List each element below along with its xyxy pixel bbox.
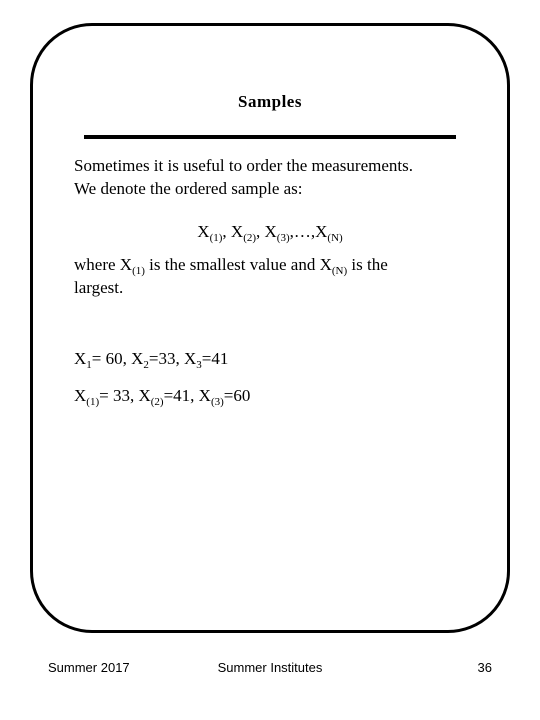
- example-text: = 33, X: [99, 386, 151, 405]
- notation-subscript: (N): [327, 232, 343, 244]
- footer-organization: Summer Institutes: [217, 660, 323, 675]
- example-ordered-values: [74, 384, 250, 407]
- where-line-1: [74, 253, 388, 276]
- notation-subscript: (2): [243, 232, 257, 244]
- notation-text: X: [197, 222, 210, 241]
- example-text: =41: [201, 349, 229, 368]
- example-raw-values: [74, 347, 228, 370]
- where-subscript: (N): [331, 265, 348, 277]
- example-subscript: (2): [150, 396, 164, 408]
- notation-text: , X: [256, 222, 277, 241]
- where-text: is the: [347, 255, 388, 274]
- where-subscript: (1): [132, 265, 145, 277]
- example-text: =60: [223, 386, 251, 405]
- slide-frame: [30, 23, 510, 633]
- footer-date: Summer 2017: [48, 660, 130, 675]
- notation-text: , X: [222, 222, 244, 241]
- intro-line-1: Sometimes it is useful to order the measurements.: [74, 156, 413, 175]
- intro-paragraph: [74, 154, 413, 200]
- where-text: is the smallest value and X: [144, 255, 332, 274]
- example-text: = 60, X: [91, 349, 144, 368]
- ordered-sample-notation: [0, 220, 540, 243]
- title-divider: [84, 135, 456, 139]
- example-text: X: [74, 386, 87, 405]
- notation-text: ,…,X: [289, 222, 328, 241]
- example-text: =41, X: [163, 386, 211, 405]
- example-subscript: 3: [196, 359, 202, 371]
- example-text: X: [74, 349, 87, 368]
- slide-title: Samples: [238, 92, 302, 111]
- footer-page-number: 36: [477, 660, 492, 675]
- notation-subscript: (3): [276, 232, 290, 244]
- example-text: =33, X: [148, 349, 197, 368]
- notation-subscript: (1): [209, 232, 223, 244]
- example-subscript: 1: [86, 359, 92, 371]
- example-subscript: 2: [143, 359, 149, 371]
- where-line-2: largest.: [74, 278, 124, 297]
- where-text: where X: [74, 255, 133, 274]
- example-subscript: (1): [86, 396, 100, 408]
- where-paragraph: [74, 253, 388, 299]
- example-subscript: (3): [210, 396, 224, 408]
- intro-line-2: We denote the ordered sample as:: [74, 179, 303, 198]
